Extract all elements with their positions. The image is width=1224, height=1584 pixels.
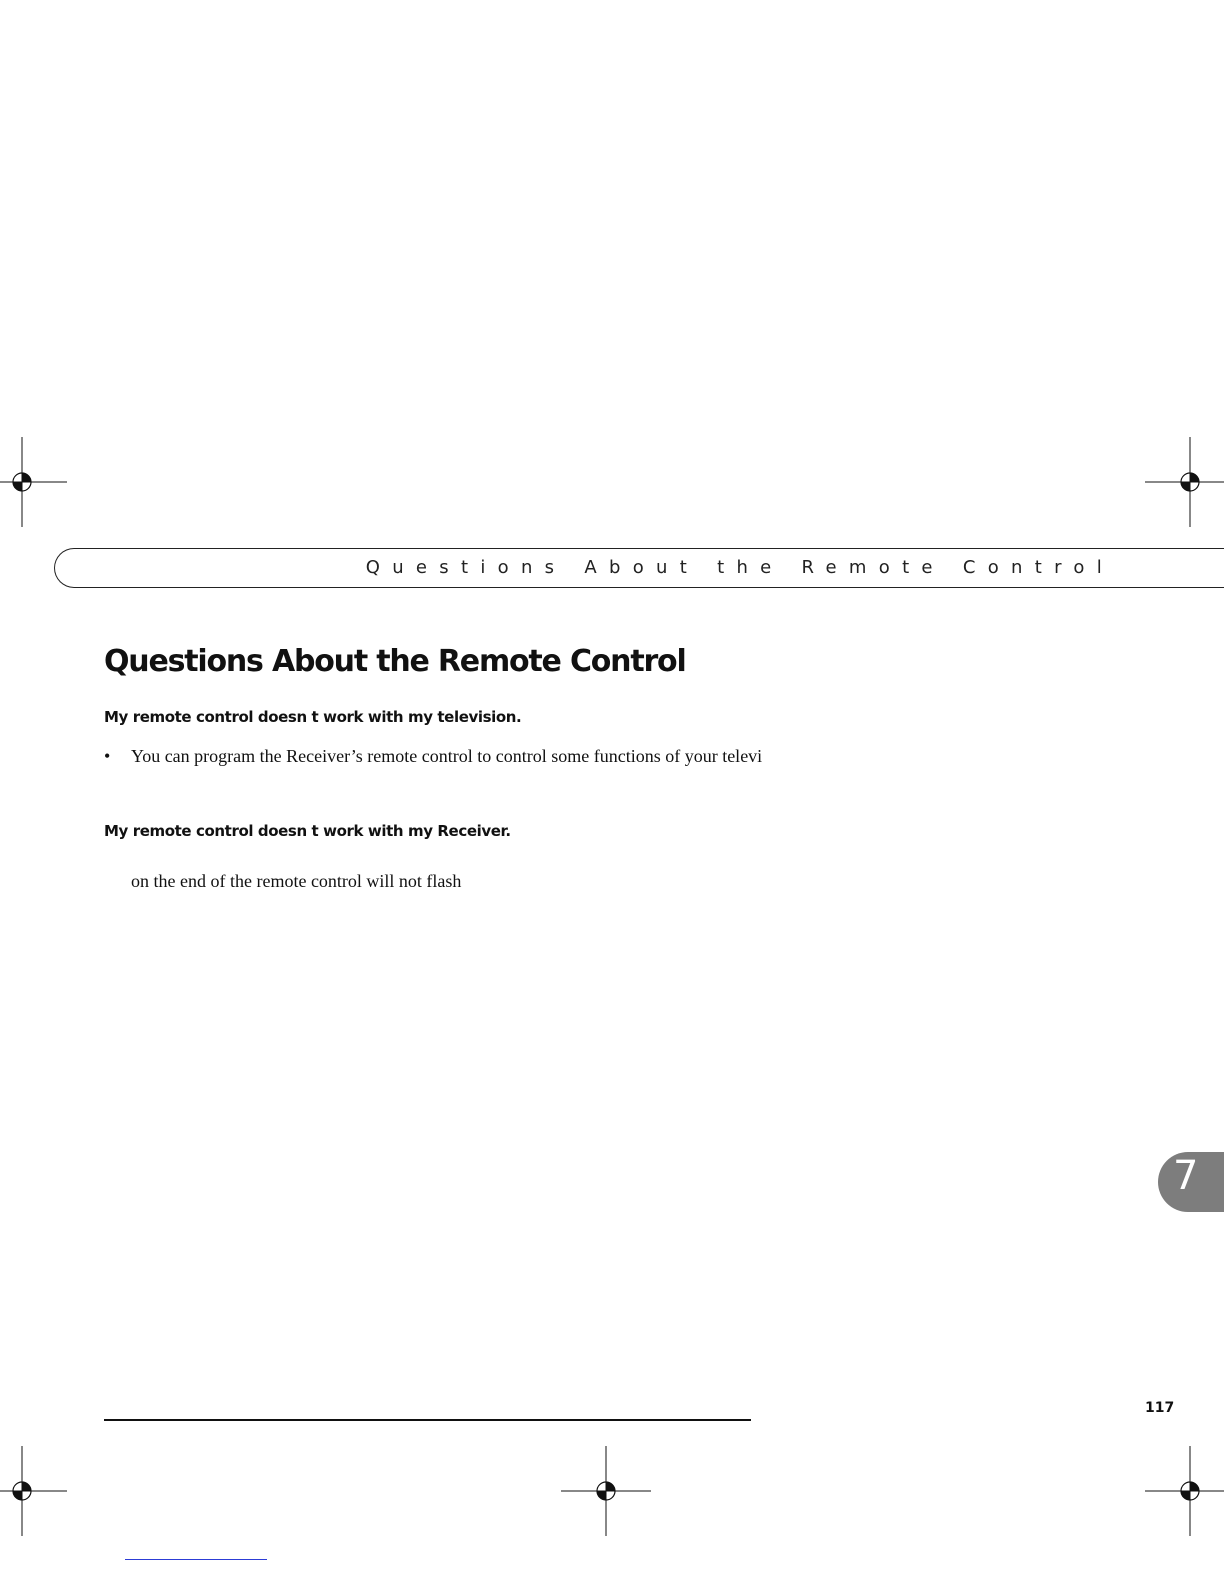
registration-mark-top-right [1145, 437, 1224, 527]
page-title: Questions About the Remote Control [104, 644, 686, 679]
registration-crosshair-icon [561, 1446, 651, 1536]
footer-rule [104, 1419, 751, 1421]
list-item-text: You can program the Receiver’s remote control to control some functions of your televi [131, 746, 763, 766]
chapter-number: 7 [1173, 1153, 1199, 1199]
registration-crosshair-icon [0, 437, 67, 527]
registration-crosshair-icon [1145, 437, 1224, 527]
running-head: Questions About the Remote Control [365, 557, 1114, 578]
registration-mark-bottom-right [1145, 1446, 1224, 1536]
link-underline [125, 1559, 267, 1560]
question-heading: My remote control doesn t work with my Receiver. [104, 822, 511, 840]
registration-mark-top-left [0, 437, 67, 527]
page-number: 117 [1145, 1400, 1175, 1416]
body-text: on the end of the remote control will not flash [131, 871, 462, 891]
registration-mark-bottom-center [561, 1446, 651, 1536]
registration-crosshair-icon [1145, 1446, 1224, 1536]
registration-crosshair-icon [0, 1446, 67, 1536]
bullet-icon: • [104, 746, 111, 766]
registration-mark-bottom-left [0, 1446, 67, 1536]
question-heading: My remote control doesn t work with my television. [104, 708, 522, 726]
